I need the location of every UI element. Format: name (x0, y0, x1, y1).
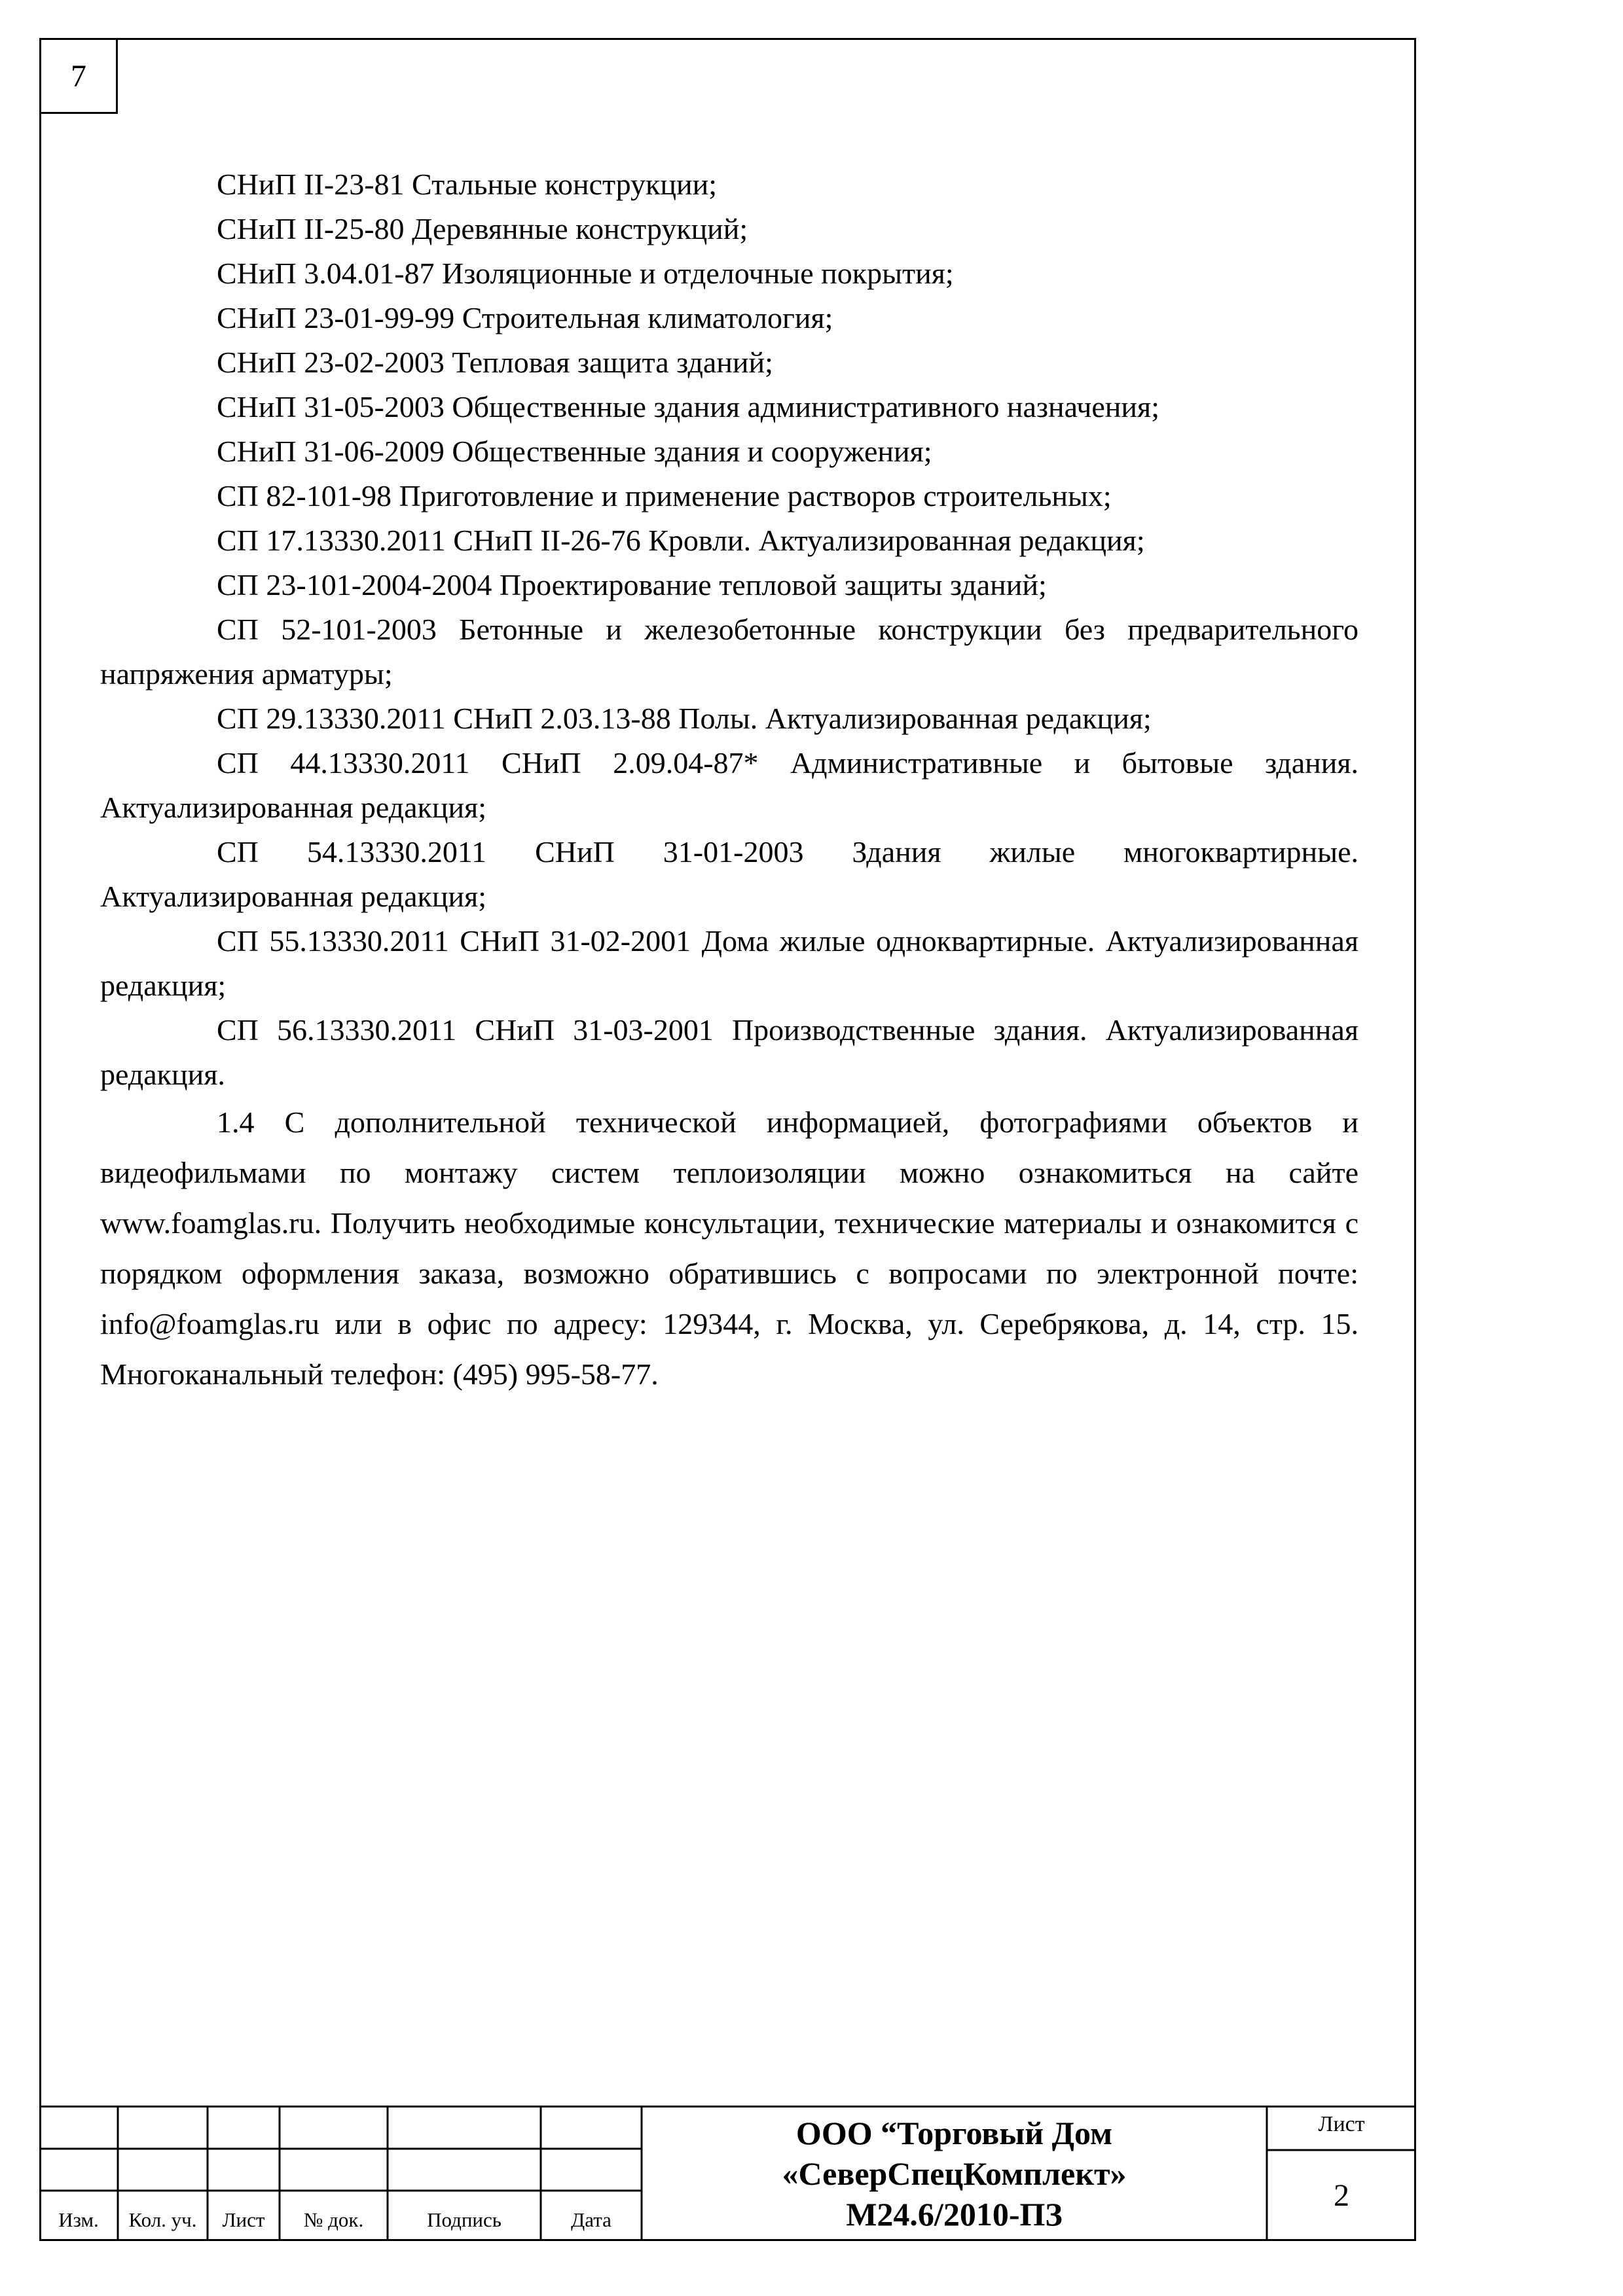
info-section (100, 1097, 1359, 1399)
norm-item: СП 52-101-2003 Бетонные и железобетонные конструкции без предварительного напряжения арматуры; (100, 613, 1359, 691)
norms-list (100, 162, 1359, 1097)
norm-item: СП 55.13330.2011 СНиП 31-02-2001 Дома жилые одноквартирные. Актуализированная редакция; (100, 924, 1359, 1002)
norm-item: СП 17.13330.2011 СНиП II-26-76 Кровли. Актуализированная редакция; (217, 524, 1145, 557)
org-name-line1: ООО “Торговый Дом (795, 2114, 1113, 2151)
org-name-line2: «СеверСпецКомплект» (782, 2155, 1127, 2192)
norm-item: СНиП 31-06-2009 Общественные здания и сооружения; (217, 435, 932, 468)
norm-item: СНиП 31-05-2003 Общественные здания административного назначения; (217, 390, 1159, 423)
norm-item: СНиП 23-01-99-99 Строительная климатология; (217, 301, 833, 334)
norm-item: СП 23-101-2004-2004 Проектирование тепловой защиты зданий; (217, 568, 1047, 601)
header-izm: Изм. (58, 2208, 99, 2231)
header-signature: Подпись (427, 2208, 501, 2231)
document-body (100, 162, 1359, 1399)
organization-block (642, 2106, 1267, 2241)
norm-item: СНиП 3.04.01-87 Изоляционные и отделочные покрытия; (217, 257, 954, 290)
sheet-label: Лист (1318, 2112, 1365, 2136)
norm-item: СП 54.13330.2011 СНиП 31-01-2003 Здания жилые многоквартирные. Актуализированная редакция; (100, 835, 1359, 913)
header-kol-uch: Кол. уч. (128, 2208, 197, 2231)
title-block (39, 2106, 1416, 2241)
header-list: Лист (222, 2208, 265, 2231)
header-date: Дата (571, 2208, 611, 2231)
norm-item: СП 44.13330.2011 СНиП 2.09.04-87* Административные и бытовые здания. Актуализированная редакция; (100, 746, 1359, 824)
norm-item: СП 29.13330.2011 СНиП 2.03.13-88 Полы. Актуализированная редакция; (217, 702, 1152, 735)
document-code: М24.6/2010-ПЗ (846, 2195, 1063, 2233)
norm-item: СП 82-101-98 Приготовление и применение растворов строительных; (217, 479, 1112, 512)
info-paragraph: 1.4 С дополнительной технической информацией, фотографиями объектов и видеофильмами по монтажу систем теплоизоляции можно ознакомиться на сайте www.foamglas.ru. Получить необходимые консультации, технические материалы и ознакомится с порядком оформления заказа, возможно обратившись с вопросами по электронной почте: info@foamglas.ru или в офис по адресу: 129344, г. Москва, ул. Серебрякова, д. 14, стр. 15. Многоканальный телефон: (495) 995-58-77. (100, 1105, 1359, 1391)
norm-item: СП 56.13330.2011 СНиП 31-03-2001 Производственные здания. Актуализированная редакция. (100, 1013, 1359, 1091)
norm-item: СНиП II-25-80 Деревянные конструкций; (217, 212, 748, 245)
header-doc-number: № док. (303, 2208, 364, 2231)
archive-number: 7 (39, 38, 118, 114)
norm-item: СНиП II-23-81 Стальные конструкции; (217, 168, 718, 201)
sheet-number: 2 (1334, 2178, 1349, 2213)
norm-item: СНиП 23-02-2003 Тепловая защита зданий; (217, 346, 773, 379)
